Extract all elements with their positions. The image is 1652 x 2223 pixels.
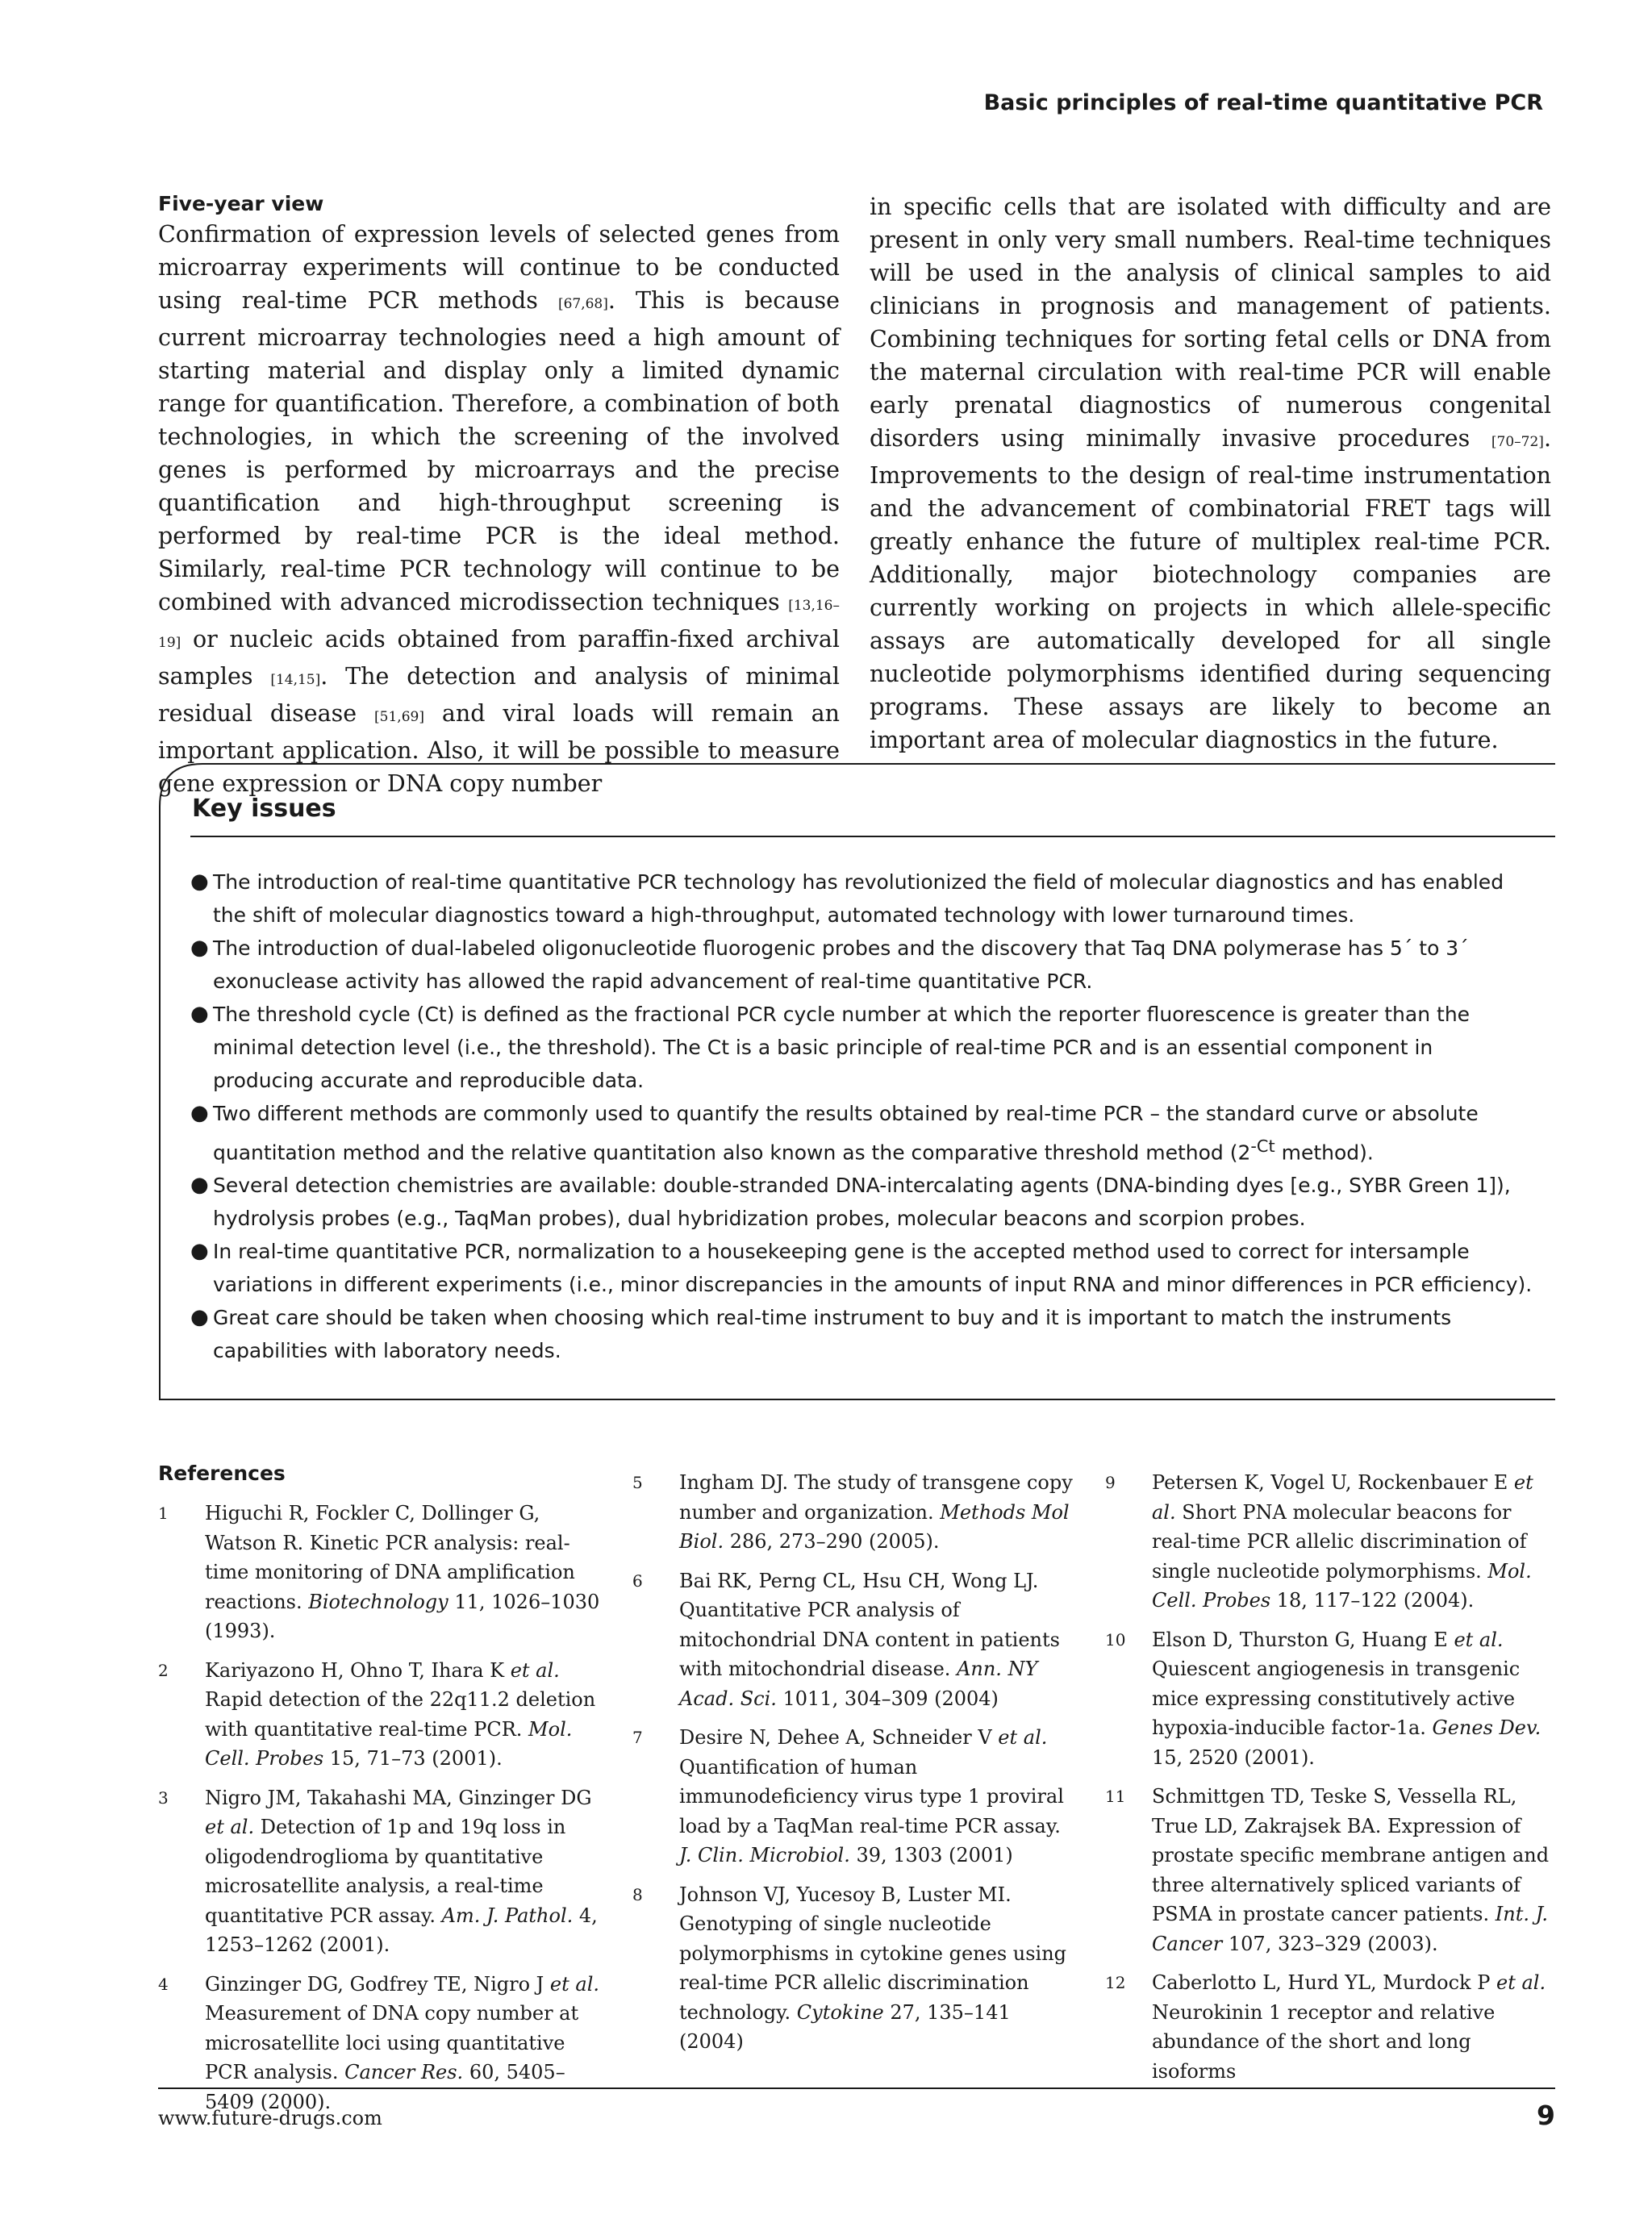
reference-number: 9 [1105,1473,1116,1492]
reference-number: 6 [632,1570,643,1591]
citation-marker[interactable]: [51,69] [374,709,424,725]
reference-number: 4 [158,1974,169,1994]
five-year-view-heading: Five-year view [158,192,324,215]
reference-number: 5 [632,1473,643,1492]
reference-italic: et al. [549,1972,600,1996]
five-year-view-right-column [870,190,1551,757]
reference-entry: 8 Johnson VJ, Yucesoy B, Luster MI. Genotyping of single nucleotide polymorphisms in cytokine genes using real-time PCR allelic discrimination technology. Cytokine 27, 135–141 (2004) [632,1880,1076,2057]
five-year-view-left-text: Confirmation of expression levels of selected genes from microarray experiments will continue to be conducted using real-time PCR methods [67,68]. This is because current microarray technologies need a high amount of starting material and display only a limited dynamic range for quantification. Therefore, a combination of both technologies, in which the screening of the involved genes is performed by microarrays and the precise quantification and high-throughput screening is performed by real-time PCR is the ideal method. Similarly, real-time PCR technology will continue to be combined with advanced microdissection techniques [13,16–19] or nucleic acids obtained from paraffin-fixed archival samples [14,15]. The detection and analysis of minimal residual disease [51,69] and viral loads will remain an important application. Also, it will be possible to measure gene expression or DNA copy number [158,221,841,797]
bullet-icon: ● [190,1239,209,1264]
key-issue-item: ● The introduction of dual-labeled oligonucleotide fluorogenic probes and the discovery that Taq DNA polymerase has 5´ to 3´ exonuclease activity has allowed the rapid advancement of real-time quantitative PCR. [190,932,1533,998]
reference-italic: et al. [998,1726,1048,1749]
reference-number: 11 [1105,1787,1126,1806]
page-number: 9 [1537,2100,1555,2131]
reference-italic: Am. J. Pathol. [441,1904,574,1927]
reference-entry: 3 Nigro JM, Takahashi MA, Ginzinger DG et al. Detection of 1p and 19q loss in oligodendroglioma by quantitative microsatellite analysis, a real-time quantitative PCR assay. Am. J. Pathol. 4, 1253–1262 (2001). [158,1783,602,1960]
reference-number: 10 [1105,1629,1126,1650]
citation-marker[interactable]: [70–72] [1491,434,1544,450]
five-year-view-left-column [158,190,840,800]
reference-italic: Mol. Cell. Probes [205,1717,573,1770]
reference-italic: J. Clin. Microbiol. [679,1844,850,1866]
reference-italic: Genes Dev. [1432,1716,1541,1739]
reference-italic: Int. J. Cancer [1152,1903,1548,1955]
reference-entry: 10 Elson D, Thurston G, Huang E et al. Quiescent angiogenesis in transgenic mice expressing constitutively active hypoxia-inducible factor-1a. Genes Dev. 15, 2520 (2001). [1105,1625,1557,1773]
citation-marker[interactable]: [14,15] [270,672,321,688]
reference-number: 7 [632,1728,643,1747]
reference-number: 2 [158,1660,169,1680]
reference-italic: Mol. Cell. Probes [1152,1559,1532,1612]
key-issue-item: ● The introduction of real-time quantitative PCR technology has revolutionized the field of molecular diagnostics and has enabled the shift of molecular diagnostics toward a high-throughput, automated technology with lower turnaround times. [190,865,1533,932]
key-issues-list [190,865,1533,1367]
reference-entry: 9 Petersen K, Vogel U, Rockenbauer E et al. Short PNA molecular beacons for real-time PCR allelic discrimination of single nucleotide polymorphisms. Mol. Cell. Probes 18, 117–122 (2004). [1105,1468,1557,1616]
key-issues-box [158,762,1555,1401]
reference-number: 8 [632,1884,643,1904]
references-column-2 [632,1468,1076,2067]
superscript: -Ct [1250,1137,1275,1156]
reference-entry: 11 Schmittgen TD, Teske S, Vessella RL, True LD, Zakrajsek BA. Expression of prostate specific membrane antigen and three alternatively spliced variants of PSMA in prostate cancer patients. Int. J. Cancer 107, 323–329 (2003). [1105,1782,1557,1958]
bullet-icon: ● [190,936,209,960]
reference-number: 1 [158,1504,169,1523]
references-heading: References [158,1462,286,1485]
reference-entry: 7 Desire N, Dehee A, Schneider V et al. Quantification of human immunodeficiency virus type 1 proviral load by a TaqMan real-time PCR assay. J. Clin. Microbiol. 39, 1303 (2001) [632,1723,1076,1871]
footer-url[interactable]: www.future-drugs.com [158,2107,382,2129]
reference-entry: 4 Ginzinger DG, Godfrey TE, Nigro J et al. Measurement of DNA copy number at microsatellite loci using quantitative PCR analysis. Cancer Res. 60, 5405–5409 (2000). [158,1970,602,2117]
reference-number: 12 [1105,1973,1126,1992]
reference-italic: Methods Mol Biol. [679,1500,1070,1553]
key-issue-item: ● Great care should be taken when choosing which real-time instrument to buy and it is important to match the instruments capabilities with laboratory needs. [190,1301,1533,1367]
citation-marker[interactable]: [67,68] [557,296,608,312]
reference-italic: et al. [1496,1971,1546,1994]
bullet-icon: ● [190,1173,209,1198]
reference-italic: et al. [510,1658,560,1682]
reference-italic: Biotechnology [308,1590,448,1613]
key-issue-item: ● Two different methods are commonly used to quantify the results obtained by real-time PCR – the standard curve or absolute quantitation method and the relative quantitation also known as the comparative threshold method ($2^{-Ct}$ method). [190,1097,1533,1169]
reference-italic: et al. [1152,1471,1533,1524]
key-issues-title: Key issues [192,795,336,823]
reference-number: 3 [158,1787,169,1808]
bullet-icon: ● [190,1305,209,1330]
reference-italic: et al. [1454,1628,1504,1651]
reference-entry: 12 Caberlotto L, Hurd YL, Murdock P et al. Neurokinin 1 receptor and relative abundance of the short and long isoforms [1105,1968,1557,2086]
reference-entry: 6 Bai RK, Perng CL, Hsu CH, Wong LJ. Quantitative PCR analysis of mitochondrial DNA content in patients with mitochondrial disease. Ann. NY Acad. Sci. 1011, 304–309 (2004) [632,1566,1076,1714]
reference-italic: Ann. NY Acad. Sci. [679,1658,1038,1710]
reference-entry: 5 Ingham DJ. The study of transgene copy number and organization. Methods Mol Biol. 286, 273–290 (2005). [632,1468,1076,1557]
bullet-icon: ● [190,1101,209,1125]
bullet-icon: ● [190,870,209,894]
key-issue-item: ● Several detection chemistries are available: double-stranded DNA-intercalating agents (DNA-binding dyes [e.g., SYBR Green 1]), hydrolysis probes (e.g., TaqMan probes), dual hybridization probes, molecular beacons and scorpion probes. [190,1169,1533,1235]
citation-marker[interactable]: [13,16–19] [158,598,840,651]
key-issue-item: ● The threshold cycle (Ct) is defined as the fractional PCR cycle number at which the reporter fluorescence is greater than the minimal detection level (i.e., the threshold). The Ct is a basic principle of real-time PCR and is an essential component in producing accurate and reproducible data. [190,998,1533,1097]
reference-entry: 2 Kariyazono H, Ohno T, Ihara K et al. Rapid detection of the 22q11.2 deletion with quantitative real-time PCR. Mol. Cell. Probes 15, 71–73 (2001). [158,1656,602,1774]
running-header: Basic principles of real-time quantitative PCR [983,90,1543,115]
five-year-view-right-text: in specific cells that are isolated with difficulty and are present in only very small numbers. Real-time techniques will be used in the analysis of clinical samples to aid clinicians in prognosis and management of patients. Combining techniques for sorting fetal cells or DNA from the maternal circulation with real-time PCR will enable early prenatal diagnostics of numerous congenital disorders using minimally invasive procedures [70–72]. Improvements to the design of real-time instrumentation and the advancement of combinatorial FRET tags will greatly enhance the future of multiplex real-time PCR. Additionally, major biotechnology companies are currently working on projects in which allele-specific assays are automatically developed for all single nucleotide polymorphisms identified during sequencing programs. These assays are likely to become an important area of molecular diagnostics in the future. [870,194,1551,753]
key-issue-item: ● In real-time quantitative PCR, normalization to a housekeeping gene is the accepted method used to correct for intersample variations in different experiments (i.e., minor discrepancies in the amounts of input RNA and minor differences in PCR efficiency). [190,1235,1533,1301]
reference-entry: 1 Higuchi R, Fockler C, Dollinger G, Watson R. Kinetic PCR analysis: real-time monitoring of DNA amplification reactions. Biotechnology 11, 1026–1030 (1993). [158,1499,602,1646]
references-column-3 [1105,1468,1557,2096]
reference-italic: Cytokine [796,2000,884,2024]
references-column-1 [158,1499,602,2126]
reference-italic: Cancer Res. [344,2061,464,2083]
bullet-icon: ● [190,1002,209,1026]
footer-rule [158,2087,1555,2089]
reference-italic: et al. [205,1816,255,1838]
